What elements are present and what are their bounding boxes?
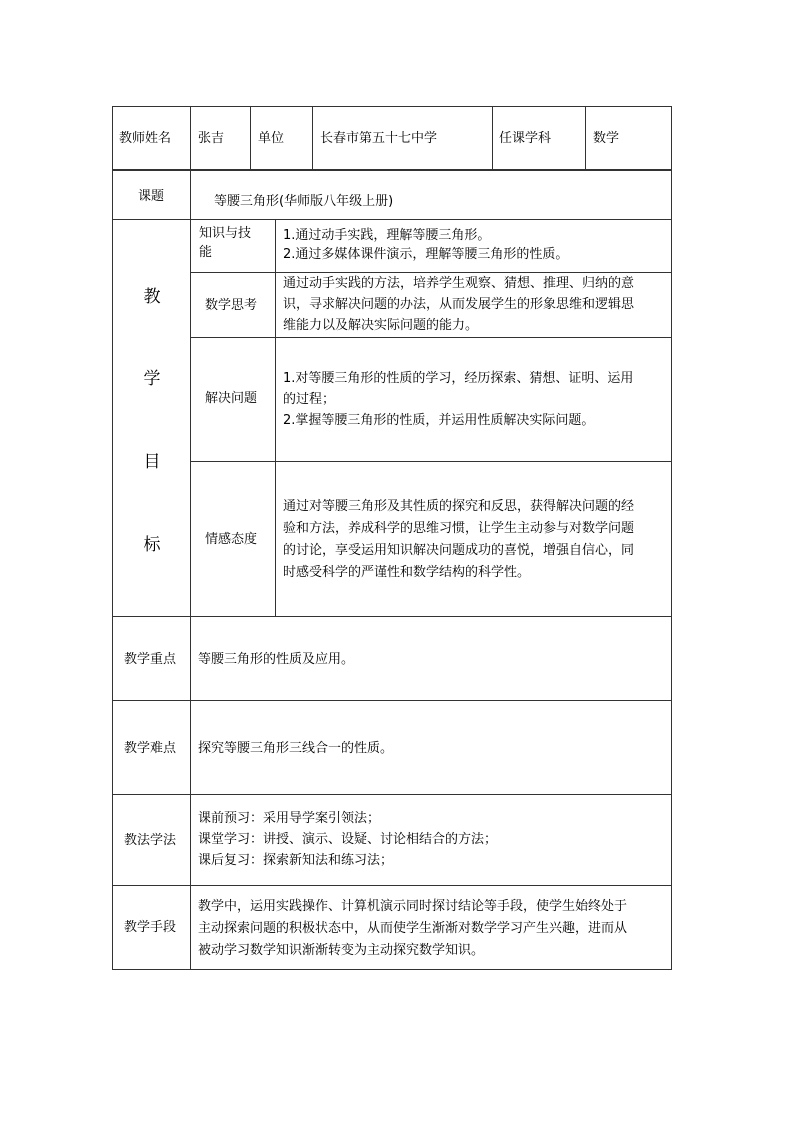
header-divider (190, 106, 191, 170)
text-line: 被动学习数学知识渐渐转变为主动探究数学知识。 (198, 943, 485, 958)
label-line: 知识与技 (199, 226, 252, 241)
label-line: 能 (199, 245, 213, 260)
topic-value: 等腰三角形(华师版八年级上册) (214, 194, 394, 209)
text-line: 通过动手实践的方法，培养学生观察、猜想、推理、归纳的意 (283, 276, 635, 291)
text-line: 识，寻求解决问题的办法，从而发展学生的形象思维和逻辑思 (283, 297, 635, 312)
key-point-label: 教学重点 (124, 652, 177, 667)
row-separator (112, 794, 672, 795)
subject-value: 数学 (593, 131, 620, 146)
text-line: 2.通过多媒体课件演示，理解等腰三角形的性质。 (283, 247, 569, 262)
subject-label: 任课学科 (499, 131, 552, 146)
topic-label: 课题 (138, 189, 165, 204)
text-line: 通过对等腰三角形及其性质的探究和反思，获得解决问题的经 (283, 499, 635, 514)
teacher-name-value: 张吉 (198, 131, 225, 146)
text-line: 2.掌握等腰三角形的性质，并运用性质解决实际问题。 (283, 413, 595, 428)
unit-label: 单位 (258, 131, 285, 146)
text-line: 主动探索问题的积极状态中，从而使学生渐渐对数学学习产生兴趣，进而从 (198, 921, 628, 936)
key-point-value: 等腰三角形的性质及应用。 (198, 652, 355, 667)
text-line: 教学中，运用实践操作、计算机演示同时探讨结论等手段，使学生始终处于 (198, 899, 628, 914)
unit-value: 长春市第五十七中学 (320, 131, 438, 146)
header-divider (250, 106, 251, 170)
means-label: 教学手段 (124, 920, 177, 935)
text-line: 课后复习：探索新知法和练习法； (198, 853, 394, 868)
header-divider (585, 106, 586, 170)
methods-label: 教法学法 (124, 833, 177, 848)
text-line: 的过程； (283, 392, 336, 407)
text-line: 课前预习：采用导学案引领法； (198, 811, 381, 826)
difficulty-label: 教学难点 (124, 741, 177, 756)
text-line: 1.通过动手实践，理解等腰三角形。 (283, 228, 491, 243)
text-line: 的讨论，享受运用知识解决问题成功的喜悦，增强自信心，同 (283, 543, 635, 558)
objectives-side-char: 教 (143, 287, 161, 307)
row-separator (112, 885, 672, 886)
text-line: 时感受科学的严谨性和数学结构的科学性。 (283, 565, 531, 580)
math-thinking-label: 数学思考 (205, 298, 258, 313)
row-separator (190, 461, 672, 462)
problem-solving-label: 解决问题 (205, 391, 258, 406)
text-line: 1.对等腰三角形的性质的学习，经历探索、猜想、证明、运用 (283, 371, 634, 386)
header-divider (492, 106, 493, 170)
objectives-side-char: 目 (143, 452, 161, 472)
difficulty-value: 探究等腰三角形三线合一的性质。 (198, 741, 394, 756)
problem-solving-text (283, 368, 633, 431)
row-separator (112, 700, 672, 701)
means-text (198, 896, 627, 962)
emotional-attitude-text (283, 496, 634, 584)
header-divider (312, 106, 313, 170)
sublabel-column-divider (275, 220, 276, 616)
math-thinking-text (283, 273, 634, 336)
knowledge-skills-text (283, 226, 568, 264)
text-line: 课堂学习：讲授、演示、设疑、讨论相结合的方法； (198, 832, 498, 847)
emotional-attitude-label: 情感态度 (205, 532, 258, 547)
text-line: 验和方法，养成科学的思维习惯，让学生主动参与对数学问题 (283, 521, 635, 536)
row-separator (112, 616, 672, 617)
row-separator (112, 219, 672, 220)
teacher-name-label: 教师姓名 (119, 131, 172, 146)
text-line: 维能力以及解决实际问题的能力。 (283, 318, 479, 333)
row-separator (190, 337, 672, 338)
label-column-divider (190, 170, 191, 970)
methods-text (198, 808, 497, 871)
knowledge-skills-label (199, 224, 251, 262)
objectives-side-char: 标 (143, 535, 161, 555)
objectives-side-char: 学 (143, 369, 161, 389)
